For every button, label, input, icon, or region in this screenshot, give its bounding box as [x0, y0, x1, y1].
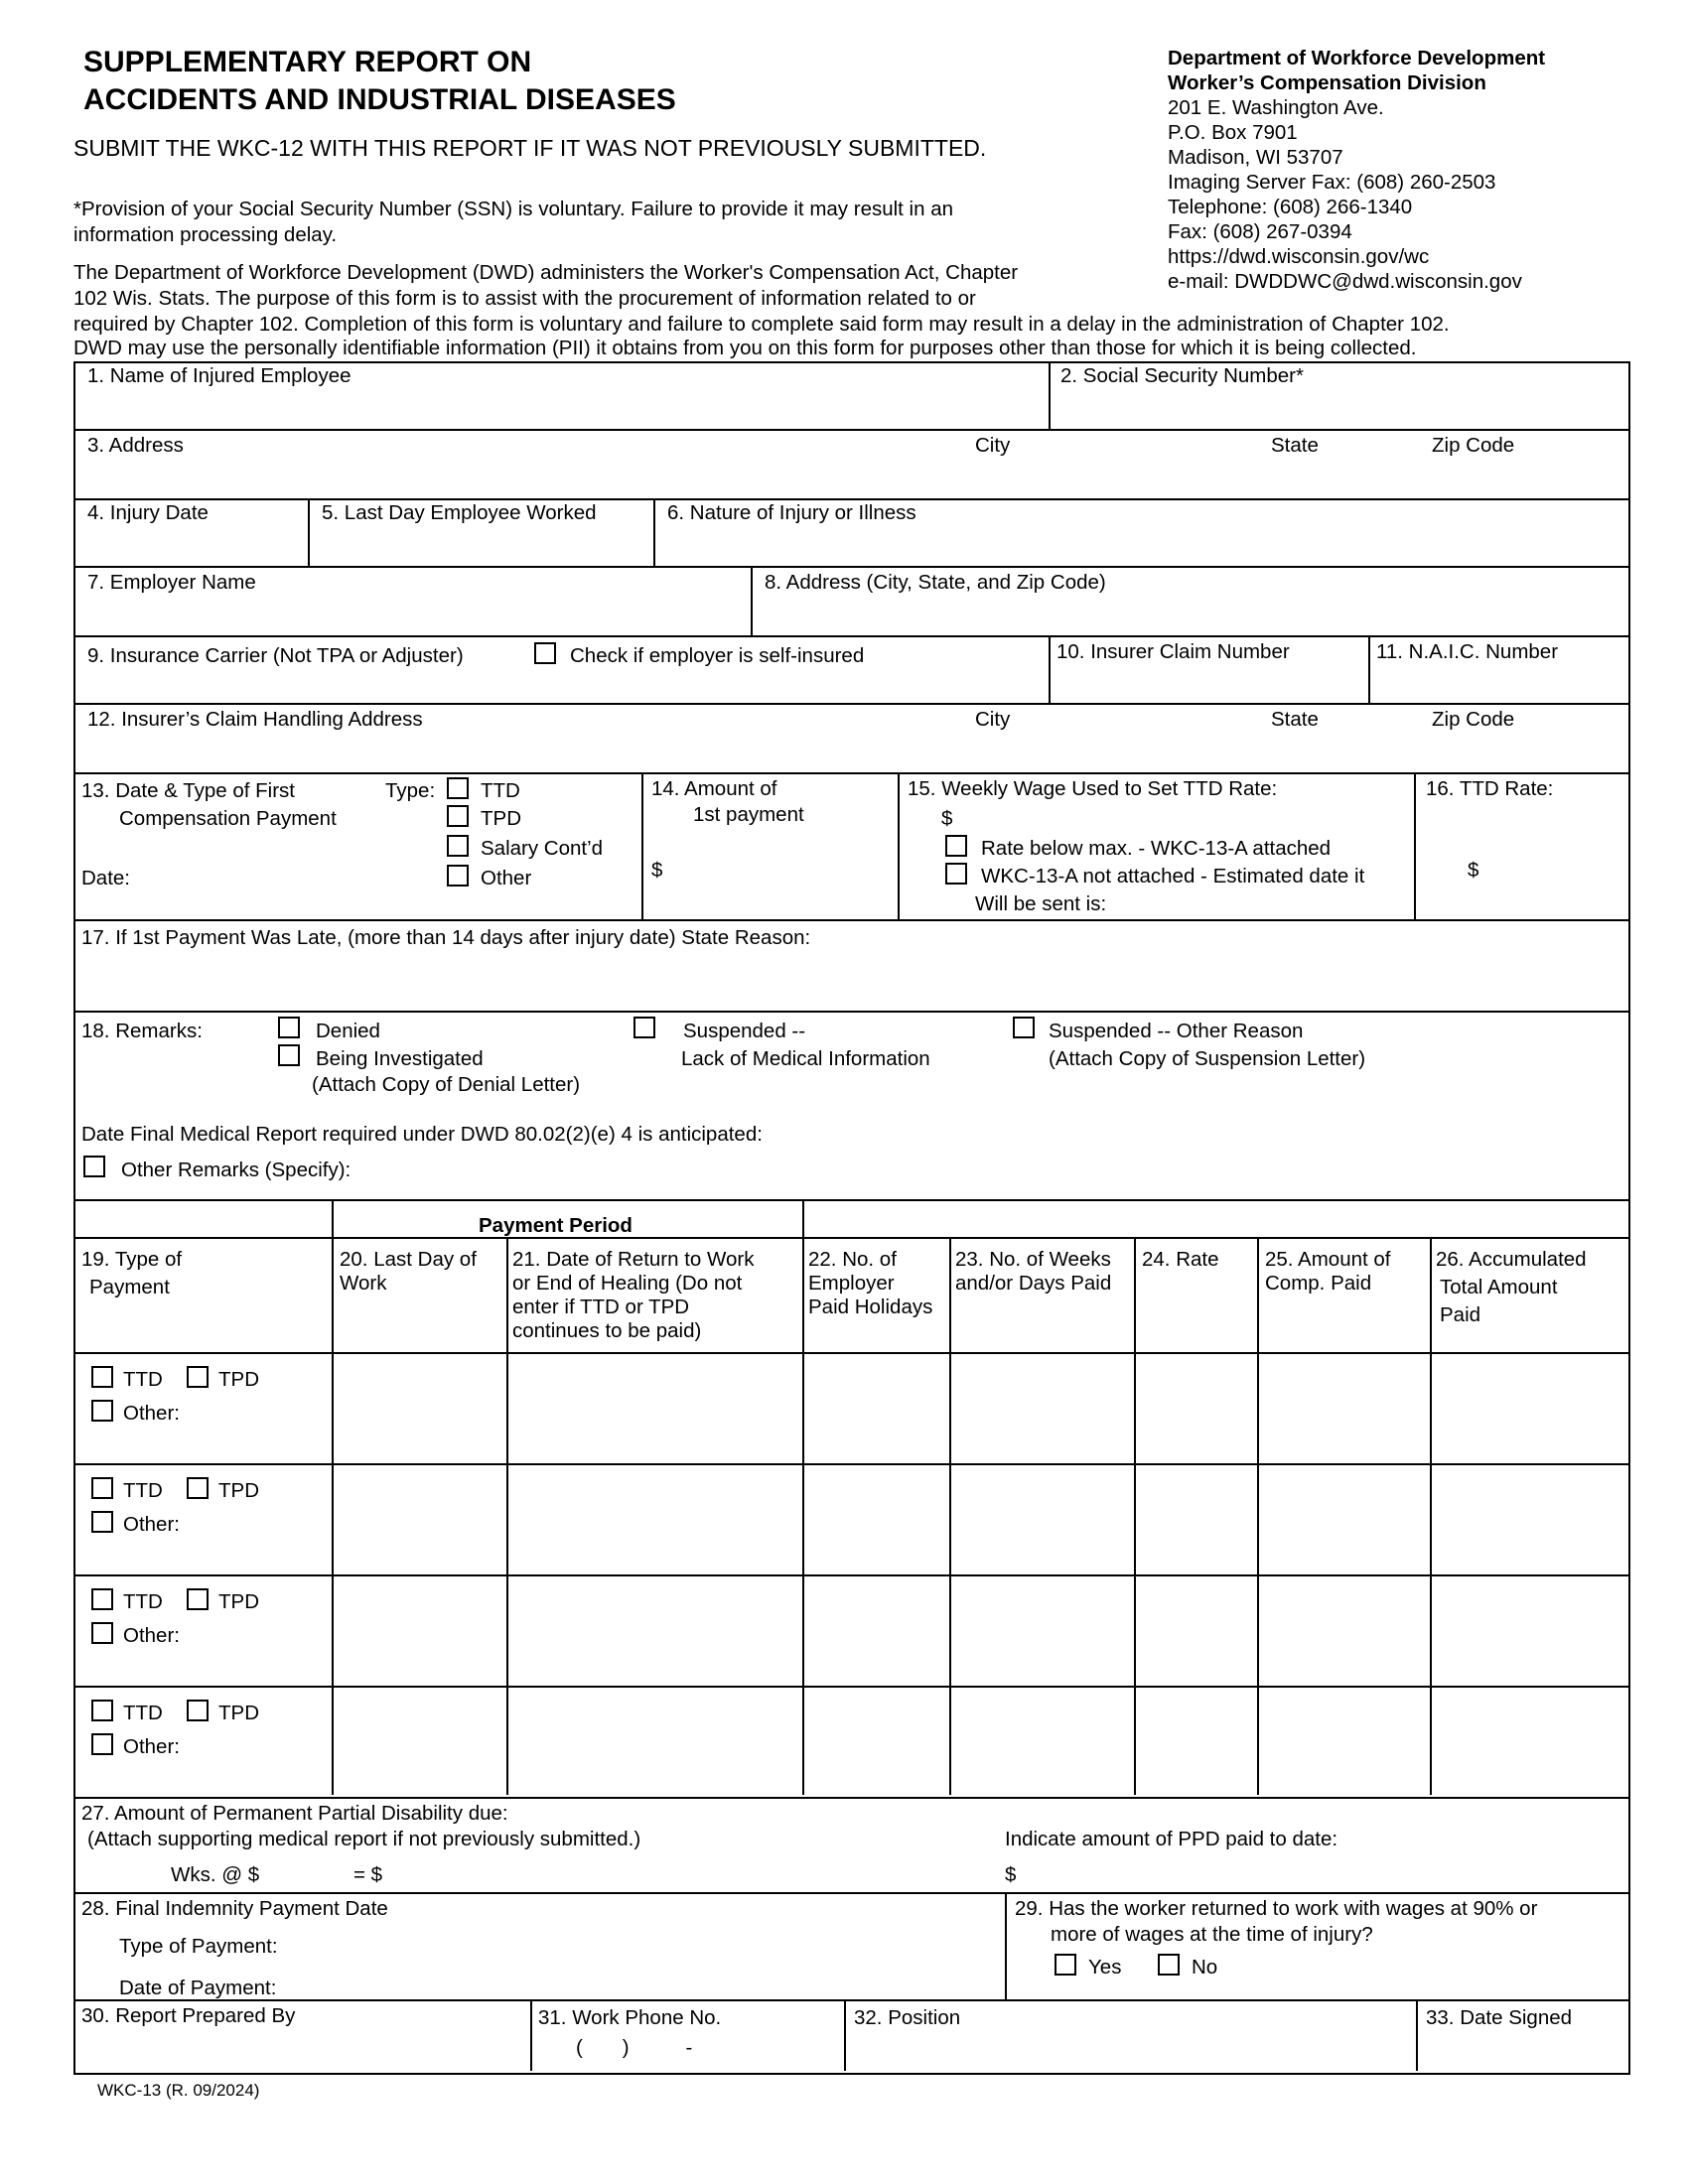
dept-city: Madison, WI 53707: [1168, 146, 1343, 169]
label-amount-first-payment-line2: 1st payment: [693, 803, 804, 826]
label-weeks-at: Wks. @ $: [171, 1863, 260, 1886]
label-attach-denial: (Attach Copy of Denial Letter): [312, 1073, 581, 1096]
col-type-of-payment-2: Payment: [89, 1276, 170, 1298]
label-first-comp-line1: 13. Date & Type of First: [81, 779, 295, 802]
label-type-of-payment: Type of Payment:: [119, 1935, 278, 1958]
dept-name: Department of Workforce Development: [1168, 47, 1546, 69]
form-title-line1: SUPPLEMENTARY REPORT ON: [83, 46, 532, 78]
col-paid-holidays-3: Paid Holidays: [808, 1296, 933, 1318]
col-return-to-work-3: enter if TTD or TPD: [512, 1296, 690, 1318]
row1-ttd-label: TTD: [123, 1368, 163, 1391]
label-rate-below-max: Rate below max. - WKC-13-A attached: [981, 837, 1332, 860]
dept-street: 201 E. Washington Ave.: [1168, 96, 1384, 119]
label-ppd-due-line2: (Attach supporting medical report if not previously submitted.): [87, 1828, 641, 1850]
row1-tpd-label: TPD: [218, 1368, 259, 1391]
self-insured-checkbox[interactable]: [534, 642, 556, 664]
label-date: Date:: [81, 867, 130, 889]
label-ttd-rate: 16. TTD Rate:: [1426, 777, 1554, 800]
label-wage-dollar: $: [941, 807, 953, 830]
col-accumulated-total-1: 26. Accumulated: [1436, 1248, 1587, 1271]
label-claim-handling-address: 12. Insurer’s Claim Handling Address: [87, 708, 423, 731]
label-zip: Zip Code: [1432, 434, 1515, 457]
row4-ttd-label: TTD: [123, 1702, 163, 1724]
row3-ttd-label: TTD: [123, 1590, 163, 1613]
label-employer-address: 8. Address (City, State, and Zip Code): [765, 571, 1106, 594]
label-city: City: [975, 434, 1011, 457]
col-type-of-payment-1: 19. Type of: [81, 1248, 183, 1271]
label-final-indemnity-date: 28. Final Indemnity Payment Date: [81, 1897, 388, 1920]
row3-tpd-label: TPD: [218, 1590, 259, 1613]
label-attach-suspension: (Attach Copy of Suspension Letter): [1049, 1047, 1366, 1070]
returned-no-checkbox[interactable]: [1158, 1954, 1180, 1976]
privacy-line4: DWD may use the personally identifiable information (PII) it obtains from you on this form for purposes other than those for which it is being collected.: [73, 337, 1417, 359]
form-id: WKC-13 (R. 09/2024): [97, 2081, 260, 2100]
col-accumulated-total-2: Total Amount: [1440, 1276, 1558, 1298]
label-denied: Denied: [316, 1020, 380, 1042]
dept-pobox: P.O. Box 7901: [1168, 121, 1298, 144]
label-zip-2: Zip Code: [1432, 708, 1515, 731]
dept-telephone: Telephone: (608) 266-1340: [1168, 196, 1413, 218]
label-date-signed: 33. Date Signed: [1426, 2006, 1573, 2029]
suspended-other-checkbox[interactable]: [1013, 1017, 1035, 1038]
dept-imaging-fax: Imaging Server Fax: (608) 260-2503: [1168, 171, 1496, 194]
row4-other-label: Other:: [123, 1735, 180, 1758]
label-late-payment-reason: 17. If 1st Payment Was Late, (more than 14 days after injury date) State Reason:: [81, 926, 811, 949]
label-type: Type:: [385, 779, 436, 802]
row1-other-checkbox[interactable]: [91, 1400, 113, 1422]
label-suspended-lmi-line1: Suspended --: [683, 1020, 806, 1042]
label-type-salary: Salary Cont’d: [481, 837, 604, 860]
rate-below-max-checkbox[interactable]: [945, 835, 967, 857]
being-investigated-checkbox[interactable]: [278, 1044, 300, 1066]
label-insurer-claim-number: 10. Insurer Claim Number: [1056, 640, 1290, 663]
label-insurance-carrier: 9. Insurance Carrier (Not TPA or Adjuster): [87, 644, 464, 667]
row4-ttd-checkbox[interactable]: [91, 1700, 113, 1721]
row1-ttd-checkbox[interactable]: [91, 1366, 113, 1388]
label-employee-address: 3. Address: [87, 434, 184, 457]
label-other-remarks: Other Remarks (Specify):: [121, 1159, 352, 1181]
row2-ttd-checkbox[interactable]: [91, 1477, 113, 1499]
col-weeks-days-paid-2: and/or Days Paid: [955, 1272, 1112, 1295]
row2-other-label: Other:: [123, 1513, 180, 1536]
label-ppd-paid-to-date: Indicate amount of PPD paid to date:: [1005, 1828, 1338, 1850]
payment-period-header: Payment Period: [479, 1214, 633, 1237]
phone-format: ( ) -: [576, 2036, 693, 2059]
row3-ttd-checkbox[interactable]: [91, 1588, 113, 1610]
row4-tpd-label: TPD: [218, 1702, 259, 1724]
col-accumulated-total-3: Paid: [1440, 1303, 1481, 1326]
label-type-tpd: TPD: [481, 807, 521, 830]
dept-division: Worker’s Compensation Division: [1168, 71, 1486, 94]
label-type-ttd: TTD: [481, 779, 520, 802]
row2-tpd-checkbox[interactable]: [187, 1477, 209, 1499]
privacy-line3: required by Chapter 102. Completion of this form is voluntary and failure to complete said form may result in a delay in the administration of Chapter 102.: [73, 313, 1450, 336]
label-weekly-wage: 15. Weekly Wage Used to Set TTD Rate:: [908, 777, 1278, 800]
label-suspended-lmi-line2: Lack of Medical Information: [681, 1047, 930, 1070]
label-will-be-sent: Will be sent is:: [975, 892, 1107, 915]
col-paid-holidays-1: 22. No. of: [808, 1248, 897, 1271]
row3-other-checkbox[interactable]: [91, 1622, 113, 1644]
label-last-day-worked: 5. Last Day Employee Worked: [322, 501, 597, 524]
label-self-insured: Check if employer is self-insured: [570, 644, 865, 667]
col-return-to-work-1: 21. Date of Return to Work: [512, 1248, 755, 1271]
ssn-note-line1: *Provision of your Social Security Number (SSN) is voluntary. Failure to provide it may result in an: [73, 198, 954, 220]
other-remarks-checkbox[interactable]: [83, 1156, 105, 1177]
row4-tpd-checkbox[interactable]: [187, 1700, 209, 1721]
row2-other-checkbox[interactable]: [91, 1511, 113, 1533]
suspended-lmi-checkbox[interactable]: [633, 1017, 655, 1038]
label-being-investigated: Being Investigated: [316, 1047, 484, 1070]
col-return-to-work-4: continues to be paid): [512, 1319, 702, 1342]
label-date-of-payment: Date of Payment:: [119, 1977, 277, 1999]
label-city-2: City: [975, 708, 1011, 731]
row2-ttd-label: TTD: [123, 1479, 163, 1502]
dept-fax: Fax: (608) 267-0394: [1168, 220, 1352, 243]
col-amount-comp-paid-1: 25. Amount of: [1265, 1248, 1391, 1271]
label-equals: = $: [353, 1863, 383, 1886]
submit-note: SUBMIT THE WKC-12 WITH THIS REPORT IF IT WAS NOT PREVIOUSLY SUBMITTED.: [73, 135, 987, 161]
label-ppd-due-line1: 27. Amount of Permanent Partial Disability due:: [81, 1802, 508, 1825]
row1-other-label: Other:: [123, 1402, 180, 1425]
row4-other-checkbox[interactable]: [91, 1733, 113, 1755]
col-rate: 24. Rate: [1142, 1248, 1219, 1271]
ssn-note-line2: information processing delay.: [73, 223, 338, 246]
label-returned-to-work-line1: 29. Has the worker returned to work with wages at 90% or: [1015, 1897, 1538, 1920]
privacy-line2: 102 Wis. Stats. The purpose of this form is to assist with the procurement of information related to or: [73, 287, 976, 310]
label-ppd-dollar: $: [1005, 1863, 1017, 1886]
col-amount-comp-paid-2: Comp. Paid: [1265, 1272, 1372, 1295]
col-return-to-work-2: or End of Healing (Do not: [512, 1272, 743, 1295]
not-attached-checkbox[interactable]: [945, 863, 967, 885]
type-other-checkbox[interactable]: [447, 865, 469, 887]
row2-tpd-label: TPD: [218, 1479, 259, 1502]
label-state-2: State: [1271, 708, 1319, 731]
form-title-line2: ACCIDENTS AND INDUSTRIAL DISEASES: [83, 83, 676, 116]
label-report-prepared-by: 30. Report Prepared By: [81, 2004, 296, 2027]
row3-tpd-checkbox[interactable]: [187, 1588, 209, 1610]
privacy-line1: The Department of Workforce Development (DWD) administers the Worker's Compensation Act, Chapter: [73, 261, 1019, 284]
label-remarks: 18. Remarks:: [81, 1020, 203, 1042]
label-no: No: [1192, 1956, 1218, 1979]
denied-checkbox[interactable]: [278, 1017, 300, 1038]
row3-other-label: Other:: [123, 1624, 180, 1647]
dept-website[interactable]: https://dwd.wisconsin.gov/wc: [1168, 245, 1430, 268]
label-type-other: Other: [481, 867, 532, 889]
label-injured-employee-name: 1. Name of Injured Employee: [87, 364, 352, 387]
label-naic-number: 11. N.A.I.C. Number: [1376, 640, 1559, 663]
label-position: 32. Position: [854, 2006, 961, 2029]
label-work-phone: 31. Work Phone No.: [538, 2006, 722, 2029]
label-suspended-other: Suspended -- Other Reason: [1049, 1020, 1304, 1042]
label-injury-date: 4. Injury Date: [87, 501, 209, 524]
type-ttd-checkbox[interactable]: [447, 777, 469, 799]
label-yes: Yes: [1088, 1956, 1122, 1979]
label-final-medical-report: Date Final Medical Report required under DWD 80.02(2)(e) 4 is anticipated:: [81, 1123, 763, 1146]
label-employer-name: 7. Employer Name: [87, 571, 256, 594]
type-salary-checkbox[interactable]: [447, 835, 469, 857]
label-ttd-rate-dollar: $: [1468, 859, 1479, 882]
col-last-day-of-work-2: Work: [340, 1272, 387, 1295]
returned-yes-checkbox[interactable]: [1055, 1954, 1076, 1976]
label-amount-dollar: $: [651, 859, 663, 882]
dept-email[interactable]: e-mail: DWDDWC@dwd.wisconsin.gov: [1168, 270, 1522, 293]
label-first-comp-line2: Compensation Payment: [119, 807, 337, 830]
type-tpd-checkbox[interactable]: [447, 805, 469, 827]
col-weeks-days-paid-1: 23. No. of Weeks: [955, 1248, 1111, 1271]
label-ssn: 2. Social Security Number*: [1060, 364, 1304, 387]
col-paid-holidays-2: Employer: [808, 1272, 895, 1295]
label-state: State: [1271, 434, 1319, 457]
label-not-attached: WKC-13-A not attached - Estimated date it: [981, 865, 1365, 887]
label-returned-to-work-line2: more of wages at the time of injury?: [1051, 1923, 1373, 1946]
label-amount-first-payment-line1: 14. Amount of: [651, 777, 777, 800]
row1-tpd-checkbox[interactable]: [187, 1366, 209, 1388]
col-last-day-of-work-1: 20. Last Day of: [340, 1248, 477, 1271]
label-nature-of-injury: 6. Nature of Injury or Illness: [667, 501, 916, 524]
